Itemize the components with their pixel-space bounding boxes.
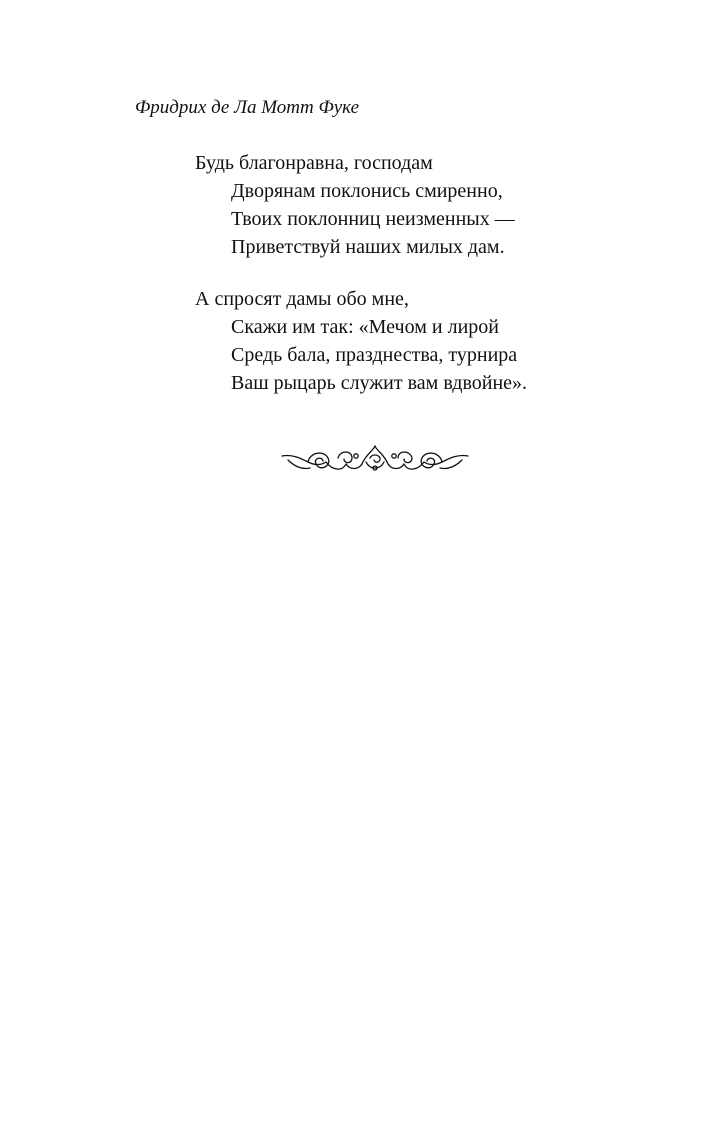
stanza-2 xyxy=(195,285,615,397)
verse-line: А спросят дамы обо мне, xyxy=(195,288,409,310)
verse-line: Приветствуй наших милых дам. xyxy=(231,236,505,258)
verse-line: Дворянам поклонись смиренно, xyxy=(231,180,503,202)
running-head: Фридрих де Ла Мотт Фуке xyxy=(135,97,360,118)
verse-line: Ваш рыцарь служит вам вдвойне». xyxy=(231,372,528,394)
flourish-ornament-icon xyxy=(280,440,470,480)
verse-line: Твоих поклонниц неизменных — xyxy=(231,208,515,230)
stanza-1 xyxy=(195,149,615,261)
verse-line: Будь благонравна, господам xyxy=(195,152,433,174)
verse-line: Скажи им так: «Мечом и лирой xyxy=(231,316,499,338)
verse-line: Средь бала, празднества, турнира xyxy=(231,344,518,366)
